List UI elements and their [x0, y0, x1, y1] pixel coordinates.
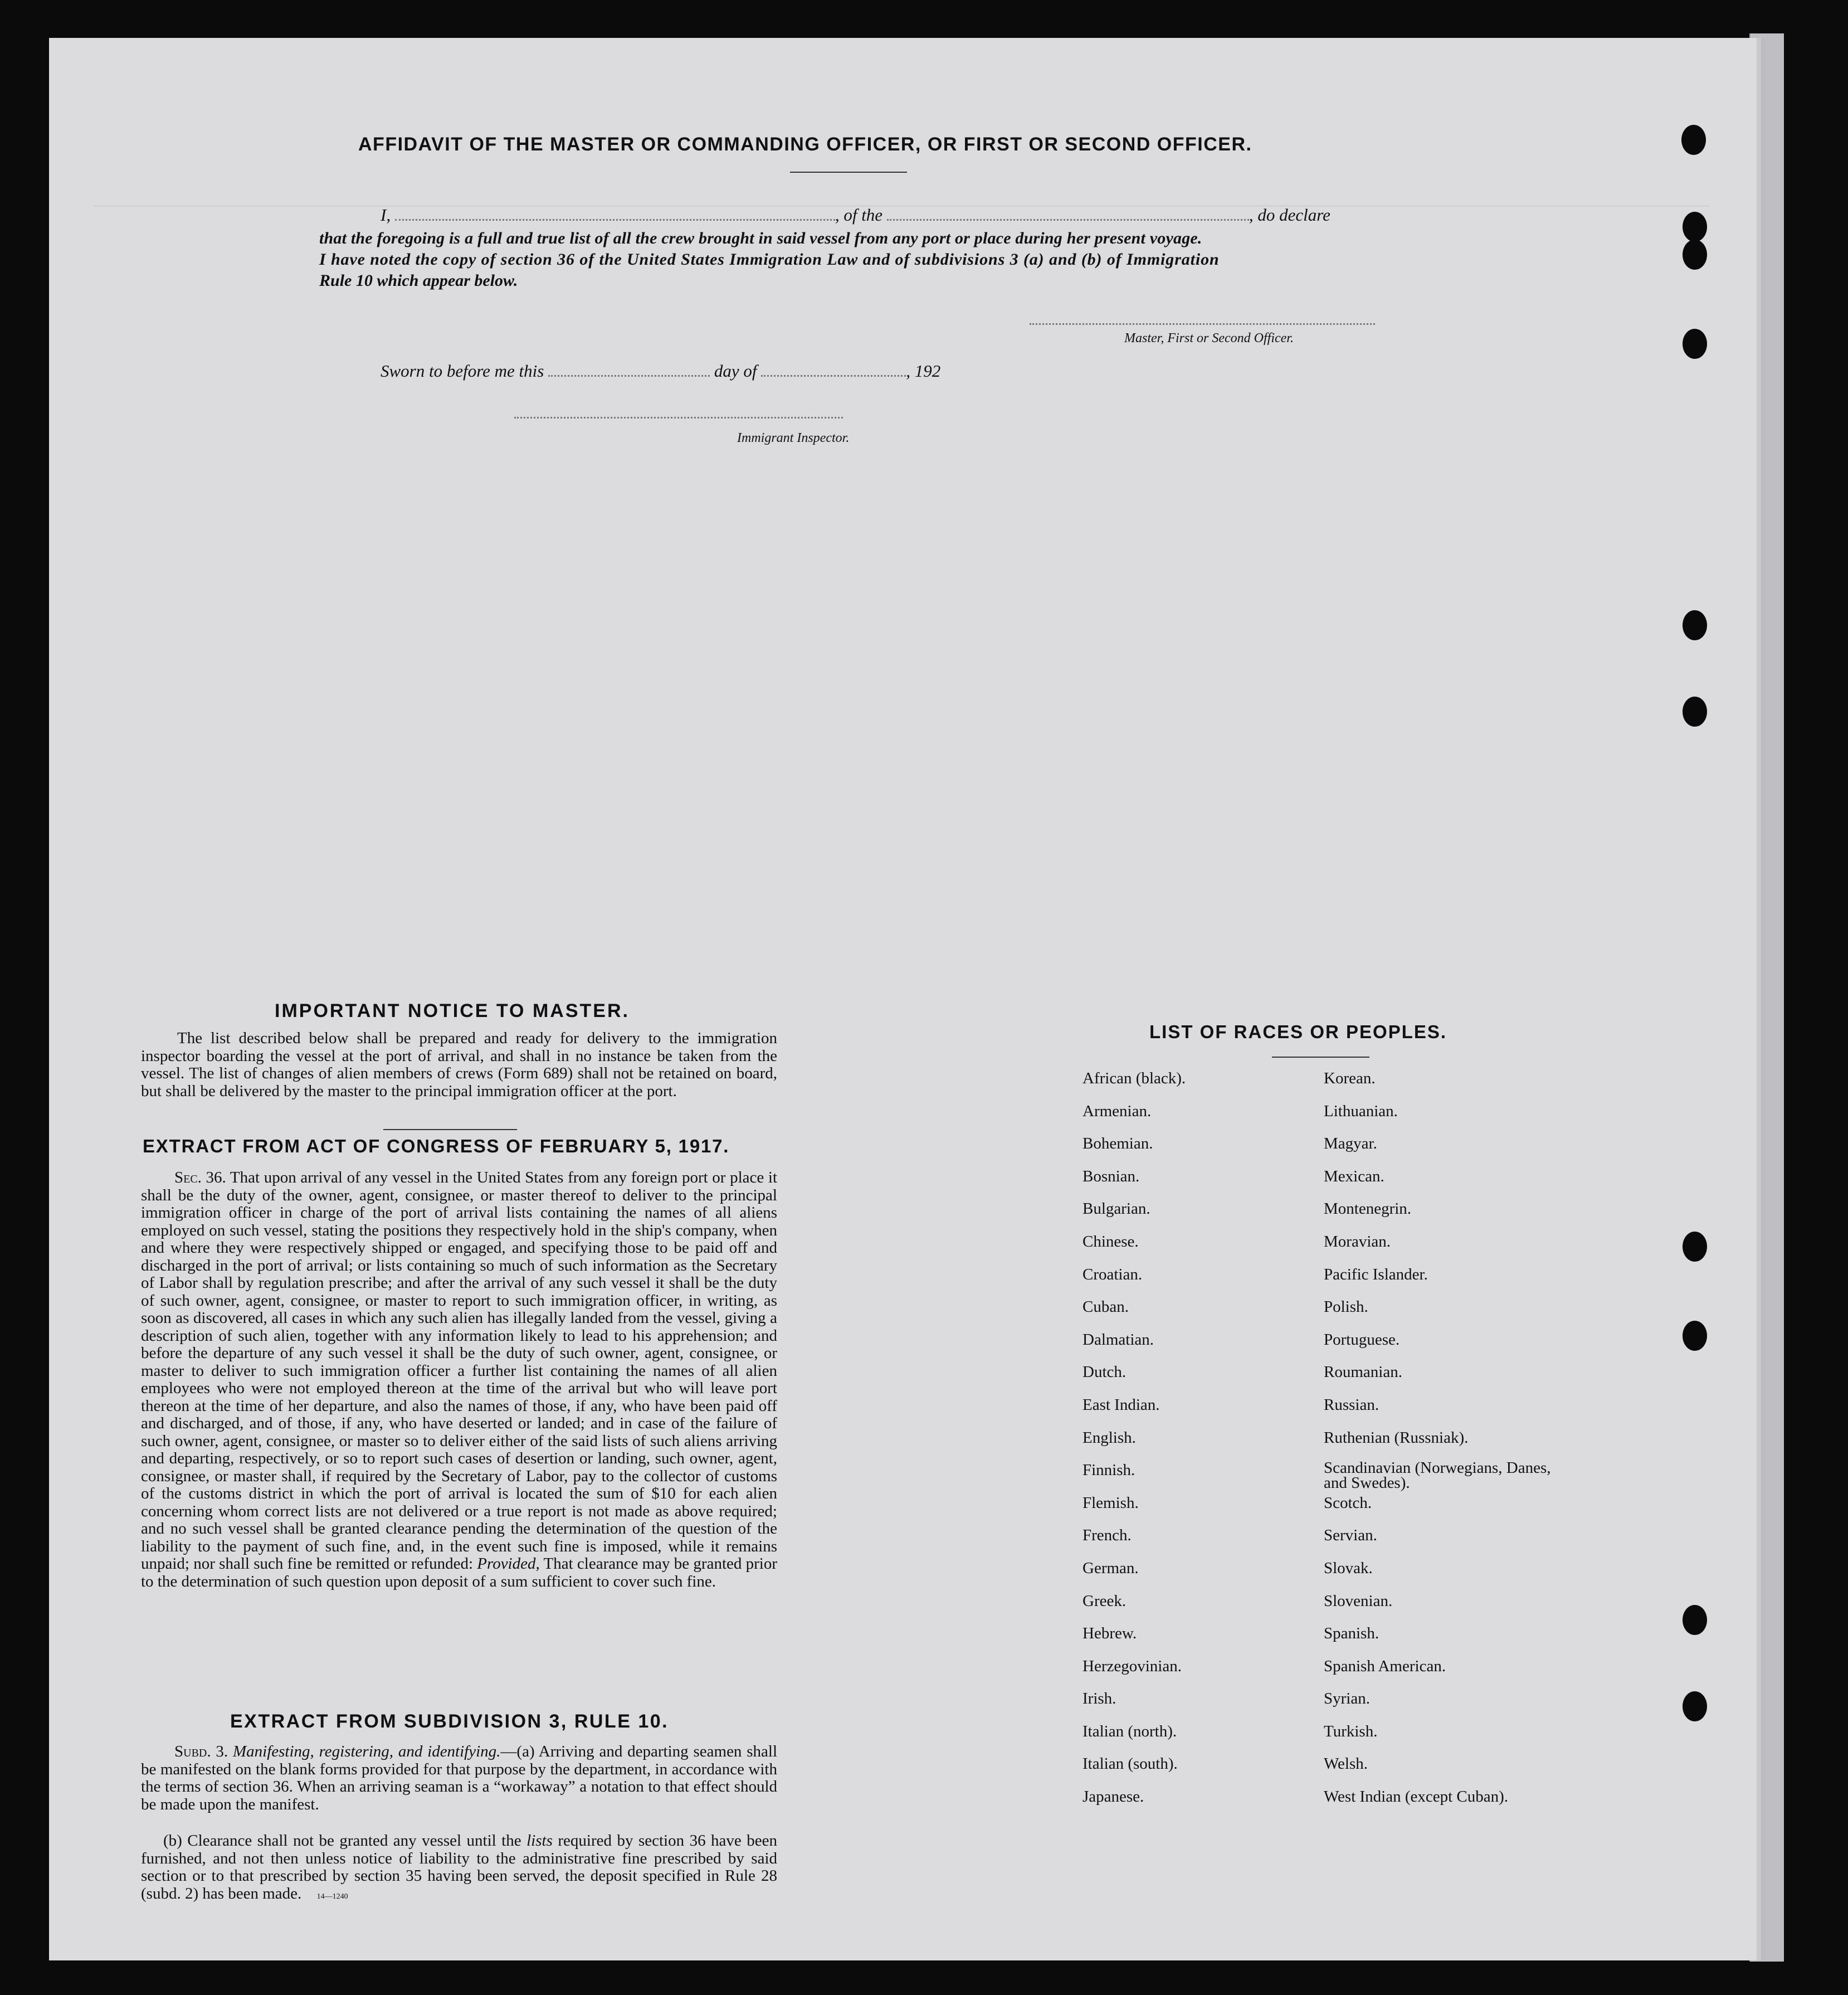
rule-para-b-prefix: (b) Clearance shall not be granted any vessel until the [163, 1832, 521, 1850]
race-left-item: Finnish. [1083, 1461, 1135, 1480]
sworn-day-field[interactable] [548, 375, 710, 377]
race-right-item: Moravian. [1324, 1232, 1391, 1250]
race-left-item: Flemish. [1083, 1493, 1139, 1512]
affidavit-declaration-line [381, 205, 1422, 225]
race-left-item: Dutch. [1083, 1363, 1127, 1381]
rule-para-a [141, 1743, 777, 1813]
race-right-item: Montenegrin. [1324, 1200, 1412, 1218]
inspector-signature-line[interactable] [514, 417, 843, 419]
punch-hole [1683, 212, 1707, 242]
race-right-item: Ruthenian (Russniak). [1324, 1428, 1469, 1447]
race-left-item: English. [1083, 1428, 1136, 1447]
races-title: LIST OF RACES OR PEOPLES. [1149, 1021, 1447, 1042]
sworn-day-of: day of [714, 361, 757, 381]
race-right-item: Servian. [1324, 1526, 1377, 1545]
race-right-item: Polish. [1324, 1298, 1368, 1316]
punch-hole [1683, 1691, 1707, 1721]
races-title-rule [1272, 1057, 1369, 1058]
race-left-item: Croatian. [1083, 1265, 1143, 1283]
punch-hole [1683, 1605, 1707, 1635]
race-left-item: German. [1083, 1559, 1139, 1577]
punch-hole [1681, 125, 1706, 155]
declarant-name-field[interactable] [395, 219, 835, 221]
punch-hole [1683, 1232, 1707, 1262]
race-right-item: Pacific Islander. [1324, 1265, 1428, 1283]
act-title: EXTRACT FROM ACT OF CONGRESS OF FEBRUARY 5, 1917. [143, 1136, 730, 1156]
race-right-item: Magyar. [1324, 1135, 1377, 1153]
act-section-text-end: That clearance may be granted prior to the determination of such question upon deposit of a sum sufficient to cover such fine. [141, 1555, 778, 1590]
act-section-36 [141, 1169, 777, 1590]
race-left-item: Bosnian. [1083, 1167, 1140, 1185]
race-right-item: Portuguese. [1324, 1330, 1400, 1349]
race-left-item: Chinese. [1083, 1232, 1139, 1250]
rule-title: EXTRACT FROM SUBDIVISION 3, RULE 10. [230, 1711, 669, 1732]
punch-hole [1683, 240, 1707, 270]
race-right-item: Scandinavian (Norwegians, Danes, and Swedes). [1324, 1459, 1551, 1492]
race-left-item: Italian (north). [1083, 1722, 1177, 1740]
rule-subd-heading: Manifesting, registering, and identifying. [232, 1743, 501, 1760]
punch-hole [1683, 610, 1707, 640]
race-right-item: Russian. [1324, 1395, 1379, 1414]
rule-subd-label: Subd. 3. [174, 1743, 228, 1760]
affidavit-line-2: I have noted the copy of section 36 of the United States Immigration Law and of subdivisions 3 (a) and (b) of Immigration [319, 250, 1220, 269]
race-left-item: Cuban. [1083, 1298, 1129, 1316]
notice-text [141, 1030, 777, 1100]
race-left-item: Dalmatian. [1083, 1330, 1154, 1349]
race-right-item: Korean. [1324, 1069, 1376, 1087]
master-signature-line[interactable] [1030, 323, 1375, 325]
sworn-line [381, 361, 940, 381]
notice-body: The list described below shall be prepared and ready for delivery to the immigration inspector boarding the vessel at the port of arrival, and shall in no instance be taken from the vessel. The list of changes of alien members of crews (Form 689) shall not be retained on board, but shall be delivered by the master to the principal immigration officer at the port. [141, 1029, 777, 1100]
master-signature-label: Master, First or Second Officer. [1124, 331, 1294, 346]
act-title-rule [383, 1129, 517, 1130]
sworn-month-field[interactable] [761, 375, 906, 377]
affidavit-title-rule [790, 172, 907, 173]
punch-hole [1683, 329, 1707, 359]
vessel-name-field[interactable] [887, 219, 1249, 221]
race-left-item: Bulgarian. [1083, 1200, 1150, 1218]
race-right-item: Turkish. [1324, 1722, 1378, 1740]
rule-para-b [141, 1832, 777, 1905]
race-right-item: Slovak. [1324, 1559, 1373, 1577]
race-left-item: Armenian. [1083, 1102, 1152, 1120]
race-left-item: French. [1083, 1526, 1132, 1545]
race-right-item: Scotch. [1324, 1493, 1372, 1512]
affidavit-do-declare: , do declare [1249, 205, 1330, 225]
rule-para-a-text: —(a) Arriving and departing seamen shall be manifested on the blank forms provided for that purpose by the department, in accordance with the terms of section 36. When an arriving seaman is a “workaway” a notation to that effect should be made upon the manifest. [141, 1743, 778, 1813]
sworn-prefix: Sworn to before me this [381, 361, 544, 381]
race-right-item: Roumanian. [1324, 1363, 1402, 1381]
race-left-item: Japanese. [1083, 1788, 1144, 1806]
race-left-item: Greek. [1083, 1592, 1127, 1610]
race-right-item: Welsh. [1324, 1755, 1368, 1773]
race-right-item: Mexican. [1324, 1167, 1384, 1185]
punch-hole [1683, 697, 1707, 727]
race-right-item: Spanish American. [1324, 1657, 1446, 1675]
act-section-label: Sec. 36. [174, 1169, 226, 1186]
act-provided: Provided, [477, 1555, 540, 1573]
document-page [49, 38, 1757, 1960]
affidavit-line-1: that the foregoing is a full and true list of all the crew brought in said vessel from any port or place during her present voyage. [319, 229, 1202, 247]
affidavit-line-3: Rule 10 which appear below. [319, 271, 518, 290]
punch-hole [1683, 1321, 1707, 1351]
races-right-column [1324, 1069, 1586, 1820]
notice-title: IMPORTANT NOTICE TO MASTER. [275, 1000, 630, 1021]
affidavit-of-the: , of the [835, 205, 883, 225]
race-right-item: Slovenian. [1324, 1592, 1393, 1610]
race-left-item: Irish. [1083, 1690, 1116, 1708]
race-right-item: West Indian (except Cuban). [1324, 1788, 1509, 1806]
races-left-column [1083, 1069, 1316, 1820]
race-left-item: Italian (south). [1083, 1755, 1178, 1773]
act-section-text: That upon arrival of any vessel in the United States from any foreign port or place it shall be the duty of the owner, agent, consignee, or master thereof to deliver to the principal immigration officer in charge of the port of arrival lists containing the names of all aliens employed on such vessel, stating the positions they respectively hold in the ship's company, when and where they were respectively shipped or engaged, and specifying those to be paid off and discharged in the port of arrival; or lists containing so much of such information as the Secretary of Labor shall by regulation prescribe; and after the arrival of any such vessel it shall be the duty of such owner, agent, consignee, or master to report to such immigration officer, in writing, as soon as discovered, all cases in which any such alien has illegally landed from the vessel, giving a description of such alien, together with any information likely to lead to his apprehension; and before the departure of any such vessel it shall be the duty of such owner, agent, consignee, or master to deliver to such immigration officer a further list containing the names of all alien employees who were not employed thereon at the time of the arrival but who will leave port thereon at the time of her departure, and also the names of those, if any, who have been paid off and discharged, and of those, if any, who have deserted or landed; and in case of the failure of such owner, agent, consignee, or master so to deliver either of the said lists of such aliens arriving and departing, respectively, or so to report such cases of desertion or landing, such owner, agent, consignee, or master shall, if required by the Secretary of Labor, pay to the collector of customs of the customs district in which the port of arrival is located the sum of $10 for each alien concerning whom correct lists are not delivered or a true report is not made as above required; and no such vessel shall be granted clearance pending the determination of the question of the liability to the payment of such fine, and, in the event such fine is imposed, while it remains unpaid; nor shall such fine be remitted or refunded: [141, 1169, 777, 1573]
sworn-year: , 192 [906, 361, 941, 381]
race-left-item: East Indian. [1083, 1395, 1160, 1414]
race-left-item: African (black). [1083, 1069, 1186, 1087]
race-right-item: Syrian. [1324, 1690, 1370, 1708]
race-left-item: Bohemian. [1083, 1135, 1153, 1153]
rule-para-b-rest: required by section 36 have been furnished, and not then unless notice of liability to the administrative fine prescribed by said section or to that prescribed by section 35 having been served, the deposit specified in Rule 28 (subd. 2) has been made. [141, 1832, 778, 1902]
race-left-item: Herzegovinian. [1083, 1657, 1182, 1675]
affidavit-i-prefix: I, [381, 205, 391, 225]
affidavit-title: AFFIDAVIT OF THE MASTER OR COMMANDING OFFICER, OR FIRST OR SECOND OFFICER. [358, 134, 1252, 155]
rule-para-b-lists: lists [526, 1832, 553, 1850]
form-code: 14—1240 [316, 1892, 348, 1901]
race-right-item: Lithuanian. [1324, 1102, 1398, 1120]
race-left-item: Hebrew. [1083, 1624, 1137, 1643]
inspector-label: Immigrant Inspector. [737, 431, 850, 445]
race-right-item: Spanish. [1324, 1624, 1379, 1643]
